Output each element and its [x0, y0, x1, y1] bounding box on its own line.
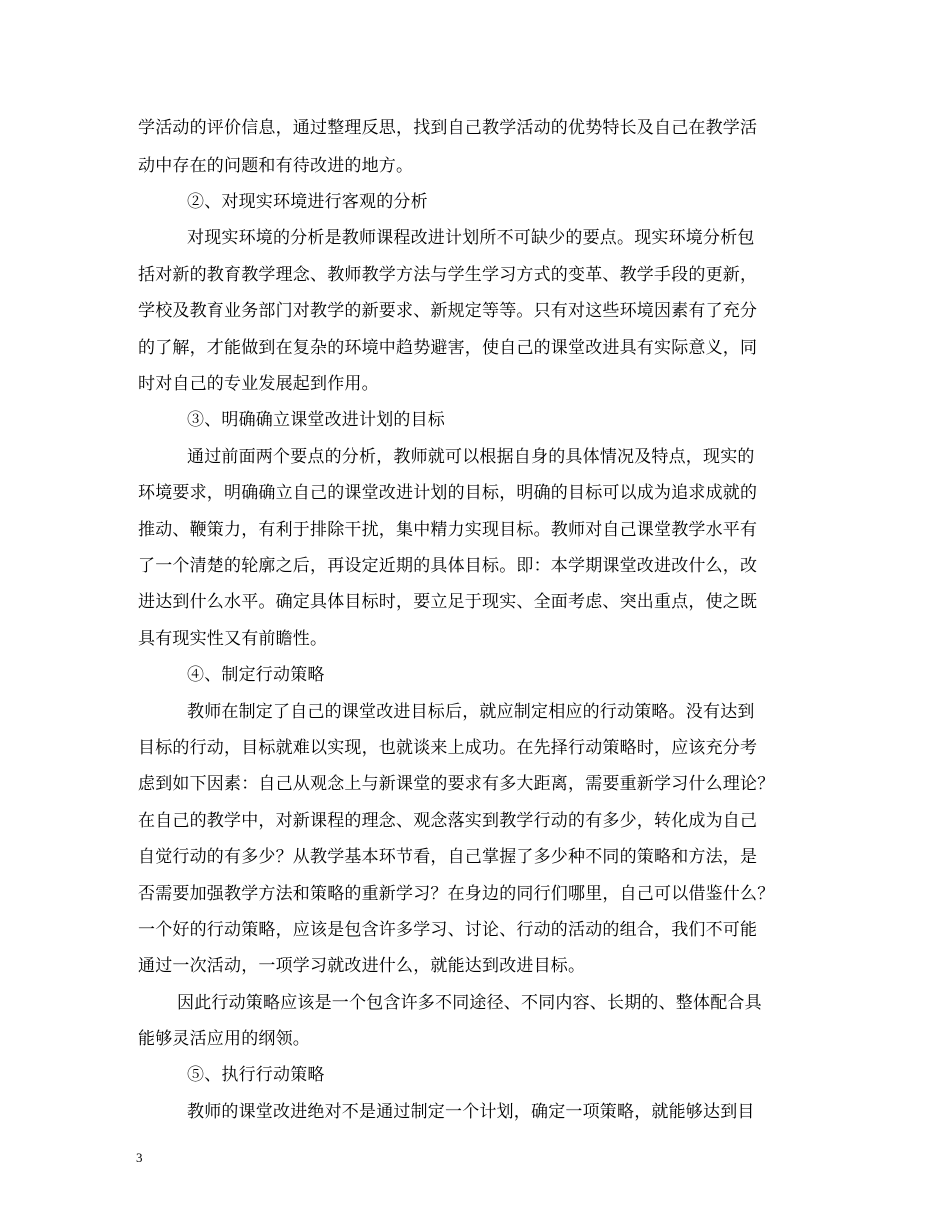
body-text-line: 具有现实性又有前瞻性。	[138, 629, 328, 649]
section-heading-2: ②、对现实环境进行客观的分析	[187, 192, 428, 212]
page-number: 3	[136, 1150, 143, 1165]
body-text-line: 通过前面两个要点的分析，教师就可以根据自身的具体情况及特点，现实的	[187, 447, 755, 467]
body-text-line: 教师在制定了自己的课堂改进目标后，就应制定相应的行动策略。没有达到	[187, 702, 755, 722]
section-heading-3: ③、明确确立课堂改进计划的目标	[187, 410, 445, 430]
section-heading-5: ⑤、执行行动策略	[187, 1065, 325, 1085]
body-text-line: 动中存在的问题和有待改进的地方。	[138, 156, 414, 176]
body-text-line: 进达到什么水平。确定具体目标时，要立足于现实、全面考虑、突出重点，使之既	[138, 592, 758, 612]
body-text-line: 学活动的评价信息，通过整理反思，找到自己教学活动的优势特长及自己在教学活	[138, 118, 758, 138]
body-text-line: 的了解，才能做到在复杂的环境中趋势避害，使自己的课堂改进具有实际意义，同	[138, 338, 758, 358]
body-text-line: 因此行动策略应该是一个包含许多不同途径、不同内容、长期的、整体配合具	[177, 993, 762, 1013]
body-text-line: 了一个清楚的轮廓之后，再设定近期的具体目标。即：本学期课堂改进改什么，改	[138, 556, 758, 576]
body-text-line: 虑到如下因素：自己从观念上与新课堂的要求有多大距离，需要重新学习什么理论？	[138, 774, 775, 794]
body-text-line: 通过一次活动，一项学习就改进什么，就能达到改进目标。	[138, 956, 586, 976]
body-text-line: 括对新的教育教学理念、教师教学方法与学生学习方式的变革、教学手段的更新，	[138, 265, 758, 285]
body-text-line: 能够灵活应用的纲领。	[138, 1029, 310, 1049]
body-text-line: 教师的课堂改进绝对不是通过制定一个计划，确定一项策略，就能够达到目	[187, 1102, 755, 1122]
body-text-line: 自觉行动的有多少？从教学基本环节看，自己掌握了多少种不同的策略和方法，是	[138, 847, 758, 867]
body-text-line: 目标的行动，目标就难以实现，也就谈来上成功。在先择行动策略时，应该充分考	[138, 738, 758, 758]
body-text-line: 环境要求，明确确立自己的课堂改进计划的目标，明确的目标可以成为追求成就的	[138, 483, 758, 503]
body-text-line: 在自己的教学中，对新课程的理念、观念落实到教学行动的有多少，转化成为自己	[138, 811, 758, 831]
section-heading-4: ④、制定行动策略	[187, 665, 325, 685]
body-text-line: 学校及教育业务部门对教学的新要求、新规定等等。只有对这些环境因素有了充分	[138, 301, 758, 321]
body-text-line: 推动、鞭策力，有利于排除干扰，集中精力实现目标。教师对自己课堂教学水平有	[138, 520, 758, 540]
body-text-line: 时对自己的专业发展起到作用。	[138, 374, 379, 394]
body-text-line: 一个好的行动策略，应该是包含许多学习、讨论、行动的活动的组合，我们不可能	[138, 920, 758, 940]
body-text-line: 对现实环境的分析是教师课程改进计划所不可缺少的要点。现实环境分析包	[187, 228, 755, 248]
body-text-line: 否需要加强教学方法和策略的重新学习？在身边的同行们哪里，自己可以借鉴什么？	[138, 884, 775, 904]
